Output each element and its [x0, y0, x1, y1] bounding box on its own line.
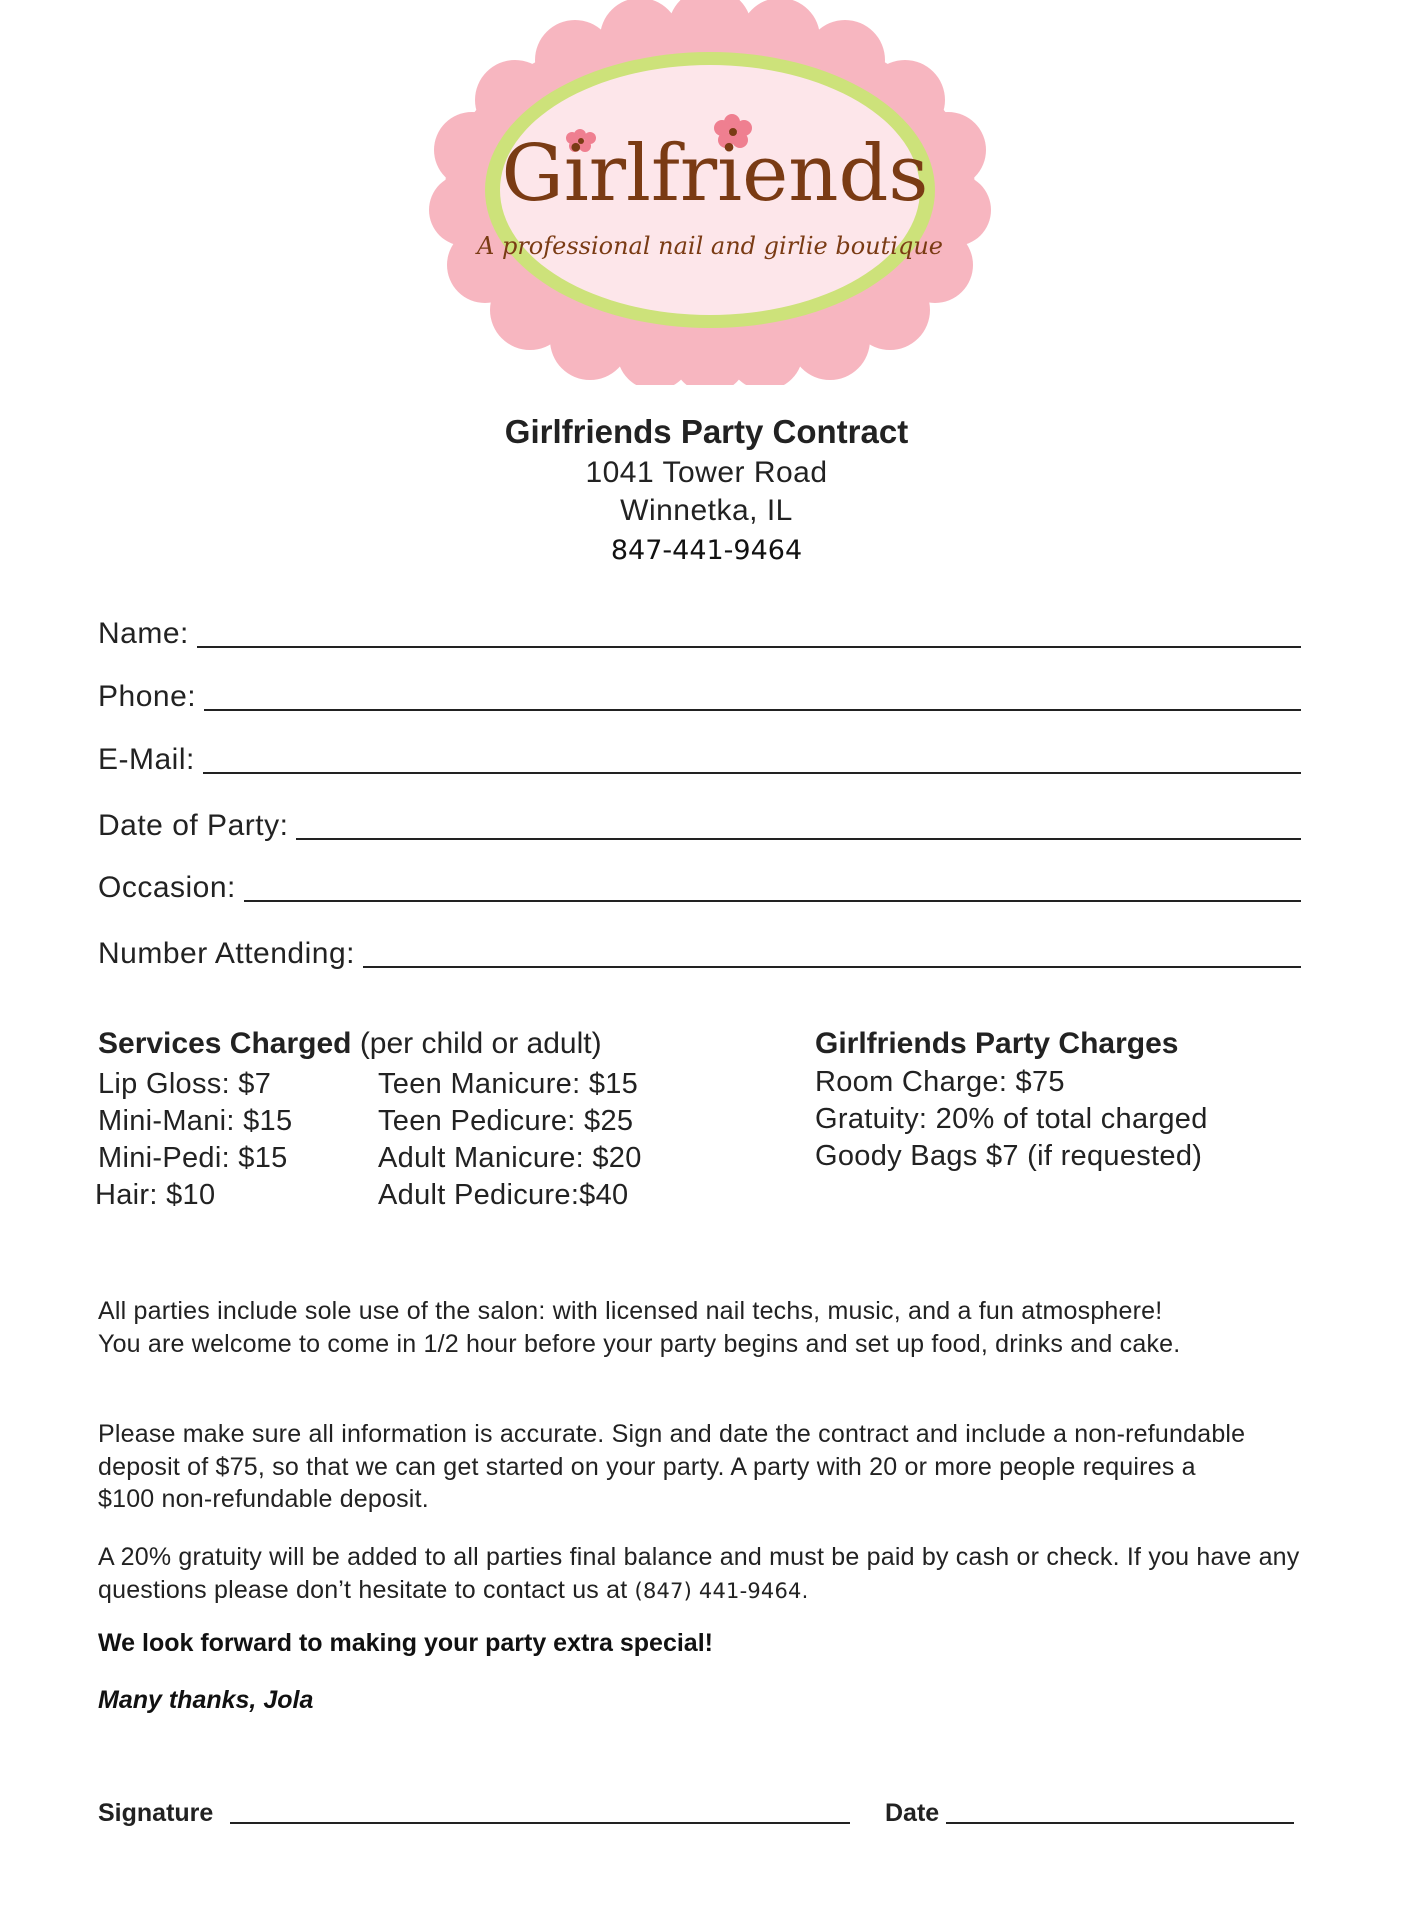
- paragraph-deposit: Please make sure all information is accurate. Sign and date the contract and include a non-refundable deposit of $75, so that we can get started on your party. A party with 20 or more people requires a $100 non-refundable deposit.: [98, 1420, 1246, 1513]
- girlfriends-logo: [410, 0, 1010, 385]
- address-line-2: Winnetka, IL: [620, 494, 793, 527]
- list-item: Teen Manicure: $15: [378, 1068, 639, 1100]
- date-of-party-label: Date of Party:: [98, 809, 289, 842]
- name-field[interactable]: [98, 610, 1301, 654]
- date-label: Date: [885, 1799, 940, 1827]
- list-item: Hair: $10: [95, 1179, 216, 1211]
- occasion-input-line[interactable]: [244, 900, 1301, 902]
- list-item: Room Charge: $75: [815, 1066, 1065, 1098]
- logo-tagline: A professional nail and girlie boutique: [477, 232, 943, 260]
- signature-label: Signature: [98, 1799, 214, 1827]
- list-item: Lip Gloss: $7: [98, 1068, 272, 1100]
- name-label: Name:: [98, 617, 189, 650]
- list-item: Adult Pedicure:$40: [378, 1179, 629, 1211]
- services-subtitle: (per child or adult): [359, 1027, 602, 1060]
- phone-input-line[interactable]: [204, 709, 1301, 711]
- date-line[interactable]: [946, 1822, 1294, 1824]
- number-attending-label: Number Attending:: [98, 937, 355, 970]
- gratuity-text: A 20% gratuity will be added to all parties final balance and must be paid by cash or check. If you have any questions please don’t hesitate to contact us at: [98, 1543, 1300, 1604]
- paragraph-inclusions: All parties include sole use of the salon: with licensed nail techs, music, and a fun atmosphere! You are welcome to come in 1/2 hour before your party begins and set up food, drinks and cake.: [98, 1297, 1181, 1358]
- list-item: Teen Pedicure: $25: [378, 1105, 634, 1137]
- signature-line[interactable]: [230, 1822, 850, 1824]
- paragraph-gratuity: [98, 1541, 1318, 1607]
- name-input-line[interactable]: [197, 646, 1301, 648]
- services-left-list: [95, 1066, 293, 1214]
- closing-line: We look forward to making your party extra special!: [98, 1629, 713, 1657]
- list-item: Gratuity: 20% of total charged: [815, 1103, 1208, 1135]
- address-line-1: 1041 Tower Road: [585, 456, 828, 489]
- list-item: Mini-Mani: $15: [98, 1105, 293, 1137]
- header-phone: 847-441-9464: [610, 535, 803, 566]
- phone-label: Phone:: [98, 680, 197, 713]
- number-attending-input-line[interactable]: [363, 966, 1301, 968]
- contract-header: [0, 410, 1413, 572]
- contact-phone: (847) 441-9464.: [634, 1578, 809, 1603]
- list-item: Adult Manicure: $20: [378, 1142, 642, 1174]
- phone-field[interactable]: [98, 673, 1301, 717]
- date-of-party-field[interactable]: [98, 802, 1301, 846]
- charges-heading: Girlfriends Party Charges: [815, 1027, 1179, 1060]
- services-title: Services Charged: [98, 1027, 352, 1060]
- charges-list: [815, 1064, 1208, 1175]
- number-attending-field[interactable]: [98, 930, 1301, 974]
- occasion-field[interactable]: [98, 864, 1301, 908]
- email-input-line[interactable]: [203, 772, 1301, 774]
- list-item: Goody Bags $7 (if requested): [815, 1140, 1203, 1172]
- services-right-list: [378, 1066, 642, 1214]
- logo-brand: Girlfriends: [501, 129, 929, 219]
- email-label: E-Mail:: [98, 743, 195, 776]
- occasion-label: Occasion:: [98, 871, 236, 904]
- page-title: Girlfriends Party Contract: [504, 413, 909, 450]
- list-item: Mini-Pedi: $15: [98, 1142, 288, 1174]
- date-of-party-input-line[interactable]: [296, 838, 1301, 840]
- services-heading: [98, 1022, 602, 1066]
- email-field[interactable]: [98, 736, 1301, 780]
- thanks-line: Many thanks, Jola: [98, 1686, 314, 1714]
- signature-row: [98, 1790, 1298, 1834]
